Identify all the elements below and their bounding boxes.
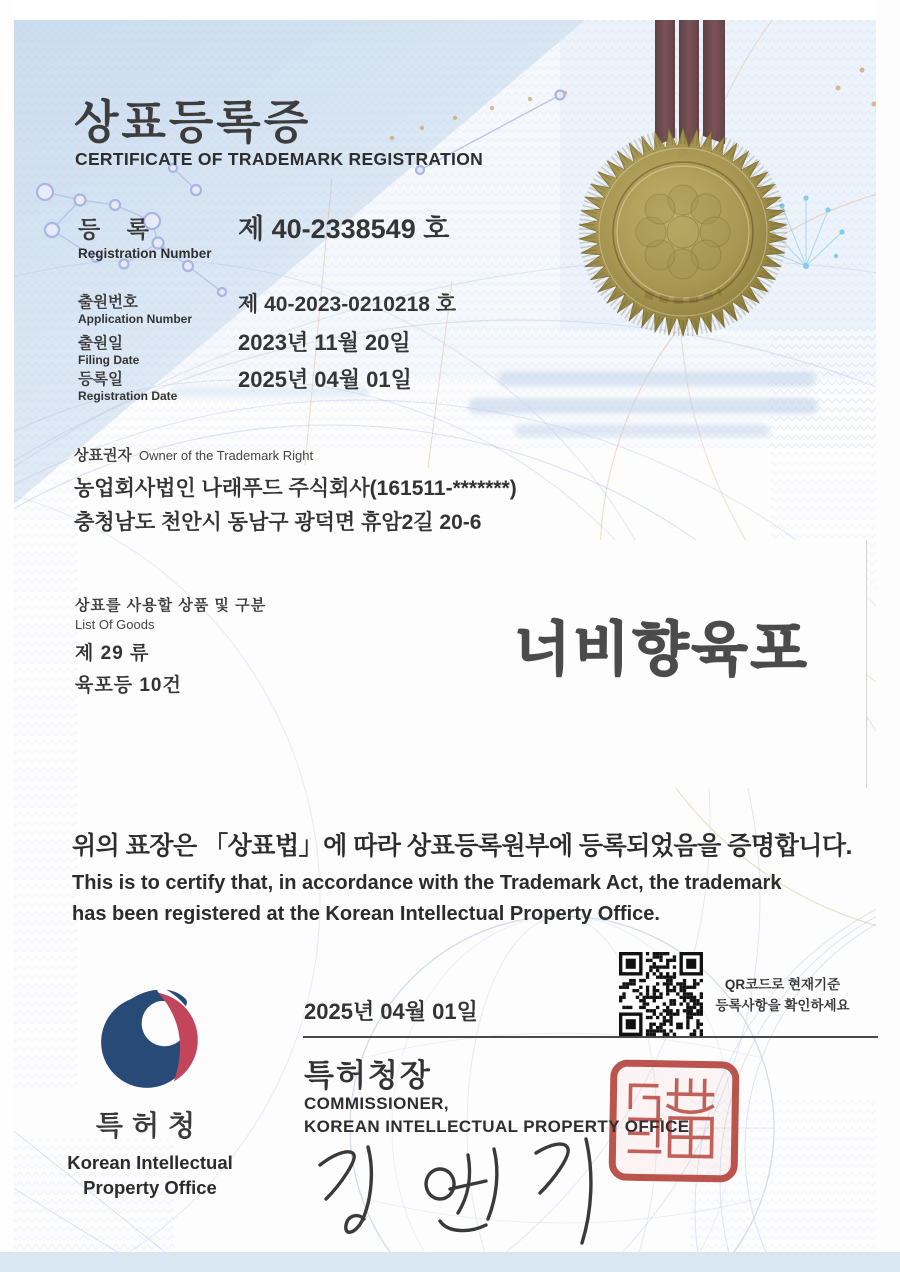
owner-label-korean: 상표권자: [74, 447, 132, 464]
owner-label: [74, 444, 313, 465]
gold-medal-seal-icon: [579, 128, 787, 336]
statement-korean: 위의 표장은 「상표법」에 따라 상표등록원부에 등록되었음을 증명합니다.: [72, 832, 852, 860]
agency-name-english-line2: Property Office: [83, 1177, 217, 1198]
goods-items: 육포등 10건: [75, 675, 182, 696]
statement-english-line2: has been registered at the Korean Intellectual Property Office.: [72, 903, 660, 925]
commissioner-title-english-line1: COMMISSIONER,: [304, 1094, 449, 1113]
owner-name: 농업회사법인 나래푸드 주식회사(161511-*******): [74, 477, 517, 500]
page-title-english: CERTIFICATE OF TRADEMARK REGISTRATION: [75, 149, 484, 169]
statement-english-line1: This is to certify that, in accordance with the Trademark Act, the trademark: [72, 872, 782, 894]
filing-date-value: 2023년 11월 20일: [238, 330, 411, 355]
commissioner-title-korean: 특허청장: [304, 1058, 432, 1093]
divider-line: [303, 1036, 878, 1038]
trademark-text: 너비향육포: [514, 617, 810, 682]
application-number-value: 제 40-2023-0210218 호: [238, 293, 457, 316]
commissioner-title-english-line2: KOREAN INTELLECTUAL PROPERTY OFFICE: [304, 1117, 690, 1136]
filing-date-label: 출원일: [78, 335, 123, 352]
filing-date-label-english: Filing Date: [78, 353, 140, 367]
owner-address: 충청남도 천안시 동남구 광덕면 휴암2길 20-6: [74, 511, 482, 534]
registration-number-label-english: Registration Number: [78, 246, 212, 261]
registration-number-value: 제 40-2338549 호: [238, 214, 450, 244]
agency-name-english-line1: Korean Intellectual: [67, 1152, 233, 1173]
application-number-label-english: Application Number: [78, 312, 193, 326]
page-title: 상표등록증: [74, 96, 312, 148]
qr-note-line1: QR코드로 현재기준: [724, 977, 841, 992]
kipo-taegeuk-logo-icon: [98, 988, 202, 1092]
qr-code-icon: [619, 952, 703, 1036]
registration-date-label-english: Registration Date: [78, 389, 178, 403]
goods-label-english: List Of Goods: [75, 617, 155, 632]
registration-number-label: 등 록: [78, 216, 159, 242]
goods-class: 제 29 류: [75, 643, 150, 664]
qr-note-line2: 등록사항을 확인하세요: [715, 998, 850, 1013]
registration-date-value: 2025년 04월 01일: [238, 367, 412, 392]
trademark-specimen-box: [458, 540, 867, 788]
owner-label-english: Owner of the Trademark Right: [138, 448, 314, 463]
commissioner-signature-handwriting: [290, 1125, 620, 1255]
agency-name-korean: 특허청: [95, 1110, 205, 1141]
agency-name-english: [55, 1150, 245, 1200]
issue-date: 2025년 04월 01일: [304, 999, 478, 1024]
application-number-label: 출원번호: [78, 294, 138, 311]
registration-date-label: 등록일: [78, 371, 123, 388]
qr-note: [700, 974, 865, 1016]
goods-label: 상표를 사용할 상품 및 구분: [75, 597, 267, 614]
